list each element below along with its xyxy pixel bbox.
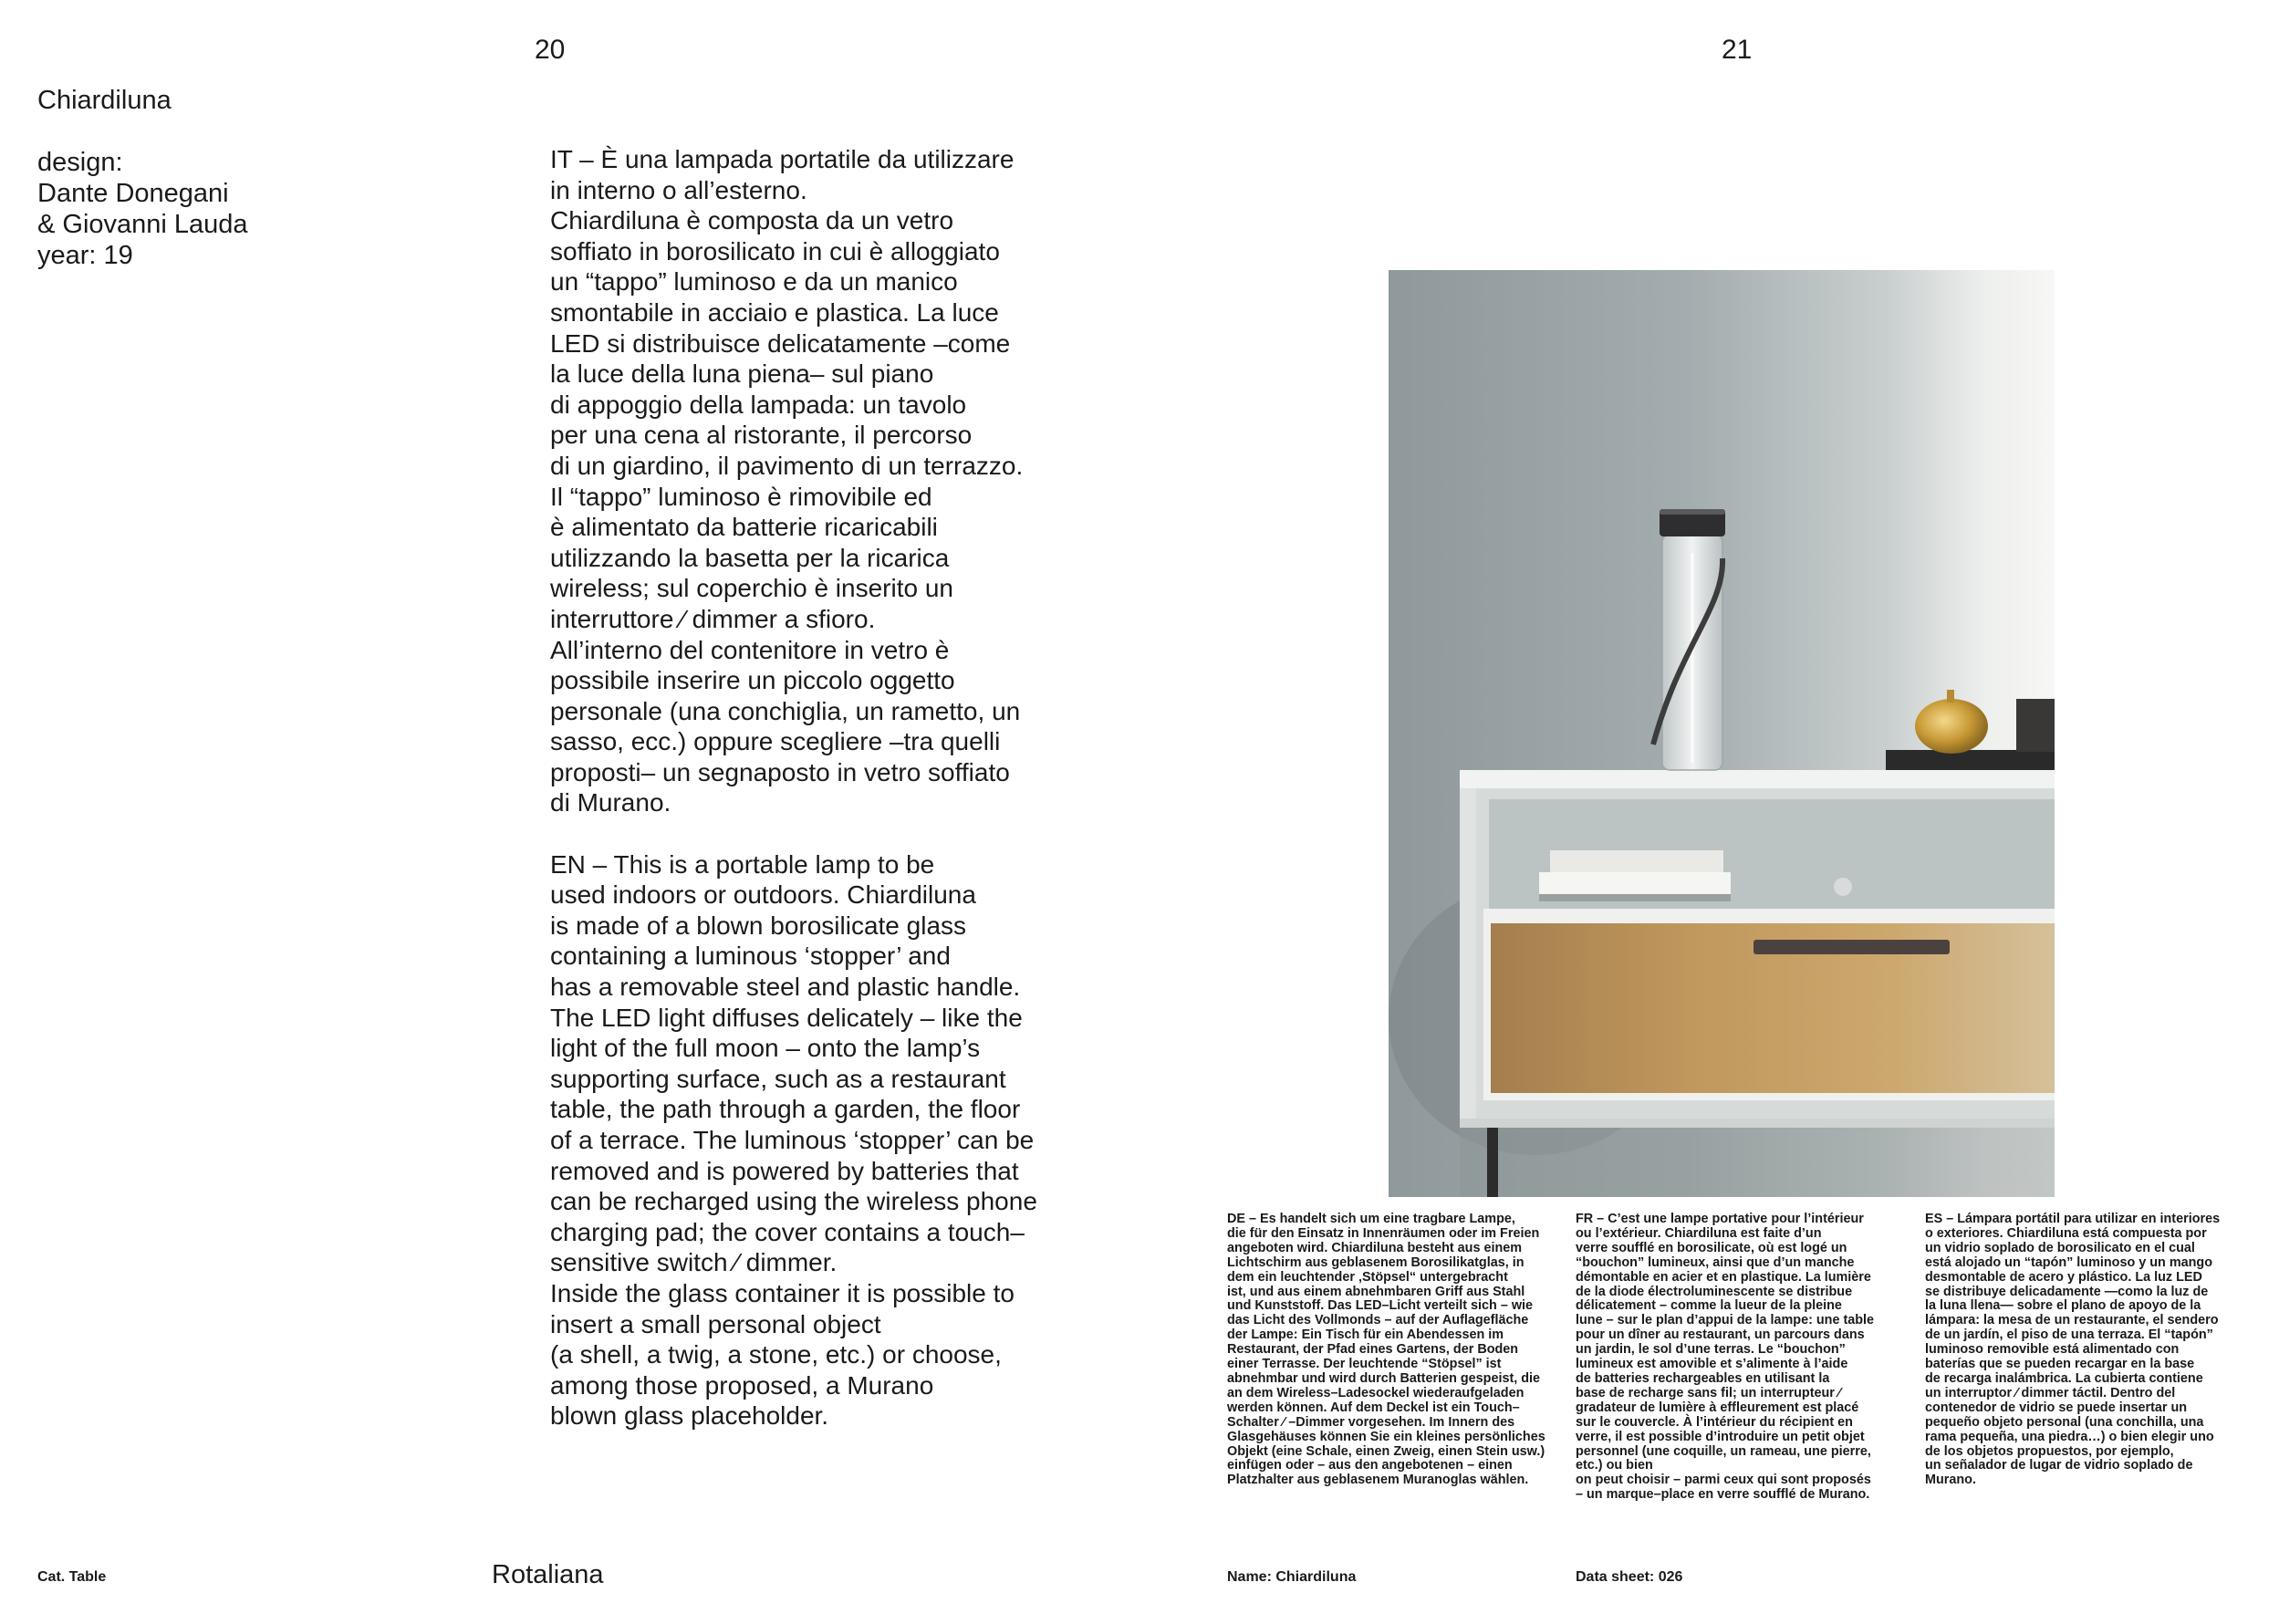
main-text-column [550, 144, 1098, 1431]
product-photo [1389, 270, 2055, 1197]
page-number-left: 20 [535, 35, 566, 65]
text-german: DE – Es handelt sich um eine tragbare Lampe, die für den Einsatz in Innenräumen oder im Freien angeboten wird. Chiardiluna besteht aus einem Lichtschirm aus geblasenem Borosilikatglas, in dem ein leuchtender ‚Stöpsel“ untergebracht ist, und aus einem abnehmbaren Griff aus Stahl und Kunststoff. Das LED–Licht verteilt sich – wie das Licht des Vollmonds – auf der Auflagefläche der Lampe: Ein Tisch für ein Abendessen im Restaurant, der Pfad eines Gartens, der Boden einer Terrasse. Der leuchtende “Stöpsel” ist abnehmbar und wird durch Batterien gespeist, die an dem Wireless–Ladesockel wiederaufgeladen werden können. Auf dem Deckel ist ein Touch– Schalter ⁄ –Dimmer vorgesehen. Im Innern des Glasgehäuses können Sie ein kleines persönliches Objekt (eine Schale, einen Zweig, einen Stein usw.) einfügen oder – aus den angebotenen – einen Platzhalter aus geblasenem Muranoglas wählen. [1227, 1212, 1545, 1488]
cabinet-top [1460, 770, 2055, 790]
gold-object [1915, 699, 1988, 754]
text-spanish: ES – Lámpara portátil para utilizar en interiores o exteriores. Chiardiluna está compuesta por un vidrio soplado de borosilicato en el cual está alojado un “tapón” luminoso y un mango desmontable de acero y plástico. La luz LED se distribuye delicadamente —como la luz de la luna llena— sobre el plano de apoyo de la lámpara: la mesa de un restaurante, el sendero de un jardín, el piso de una terraza. El “tapón” luminoso removible está alimentado con baterías que se pueden recargar en la base de recarga inalámbrica. La cubierta contiene un interruptor ⁄ dimmer táctil. Dentro del contenedor de vidrio se puede insertar un pequeño objeto personal (una conchilla, una rama pequeña, una piedra…) o bien elegir uno de los objetos propuestos, por ejemplo, un señalador de lugar de vidrio soplado de Murano. [1925, 1212, 2221, 1488]
product-year: year: 19 [37, 241, 133, 270]
books [1539, 872, 1731, 896]
product-name: Chiardiluna [37, 86, 172, 115]
text-french: FR – C’est une lampe portative pour l’intérieur ou l’extérieur. Chiardiluna est faite d’un verre soufflé en borosilicate, où est logé un “bouchon” lumineux, ainsi que d’un manche démontable en acier et en plastique. La lumière de la diode électroluminescente se distribue délicatement – comme la lueur de la pleine lune – sur le plan d’appui de la lampe: une table pour un dîner au restaurant, un parcours dans un jardin, le sol d’une terras. Le “bouchon” lumineux est amovible et s’alimente à l’aide de batteries rechargeables en utilisant la base de recharge sans fil; un interrupteur ⁄ gradateur de lumière à effleurement est placé sur le couvercle. À l’intérieur du récipient en verre, il est possible d’introduire un petit objet personnel (une coquille, un rameau, une pierre, etc.) ou bien on peut choisir – parmi ceux qui sont proposés – un marque–place en verre soufflé de Murano. [1576, 1212, 1875, 1503]
design-label: design: [37, 148, 123, 177]
text-english: EN – This is a portable lamp to be used indoors or outdoors. Chiardiluna is made of a blown borosilicate glass containing a luminous ‘stopper’ and has a removable steel and plastic handle. The LED light diffuses delicately – like the light of the full moon – onto the lamp’s supporting surface, such as a restaurant table, the path through a garden, the floor of a terrace. The luminous ‘stopper’ can be removed and is powered by batteries that can be recharged using the wireless phone charging pad; the cover contains a touch– sensitive switch ⁄ dimmer. Inside the glass container it is possible to insert a small personal object (a shell, a twig, a stone, etc.) or choose, among those proposed, a Murano blown glass placeholder. [550, 849, 1037, 1431]
footer-data-sheet: Data sheet: 026 [1576, 1569, 1683, 1585]
page-number-right: 21 [1722, 35, 1753, 65]
text-italian: IT – È una lampada portatile da utilizzare in interno o all’esterno. Chiardiluna è composta da un vetro soffiato in borosilicato in cui è alloggiato un “tappo” luminoso e da un manico smontabile in acciaio e plastica. La luce LED si distribuisce delicatamente –come la luce della luna piena– sul piano di appoggio della lampada: un tavolo per una cena al ristorante, il percorso di un giardino, il pavimento di un terrazzo. Il “tappo” luminoso è rimovibile ed è alimentato da batterie ricaricabili utilizzando la basetta per la ricarica wireless; sul coperchio è inserito un interruttore ⁄ dimmer a sfioro. All’interno del contenitore in vetro è possibile inserire un piccolo oggetto personale (una conchiglia, un rametto, un sasso, ecc.) oppure scegliere –tra quelli proposti– un segnaposto in vetro soffiato di Murano. [550, 145, 1024, 817]
footer-brand: Rotaliana [492, 1560, 604, 1589]
product-meta [37, 85, 248, 271]
designer-line-2: & Giovanni Lauda [37, 210, 248, 239]
tray [1886, 750, 2055, 770]
footer-category: Cat. Table [37, 1569, 107, 1585]
footer-product-name: Name: Chiardiluna [1227, 1569, 1357, 1585]
drawer-handle [1753, 940, 1950, 954]
designer-line-1: Dante Donegani [37, 179, 229, 208]
